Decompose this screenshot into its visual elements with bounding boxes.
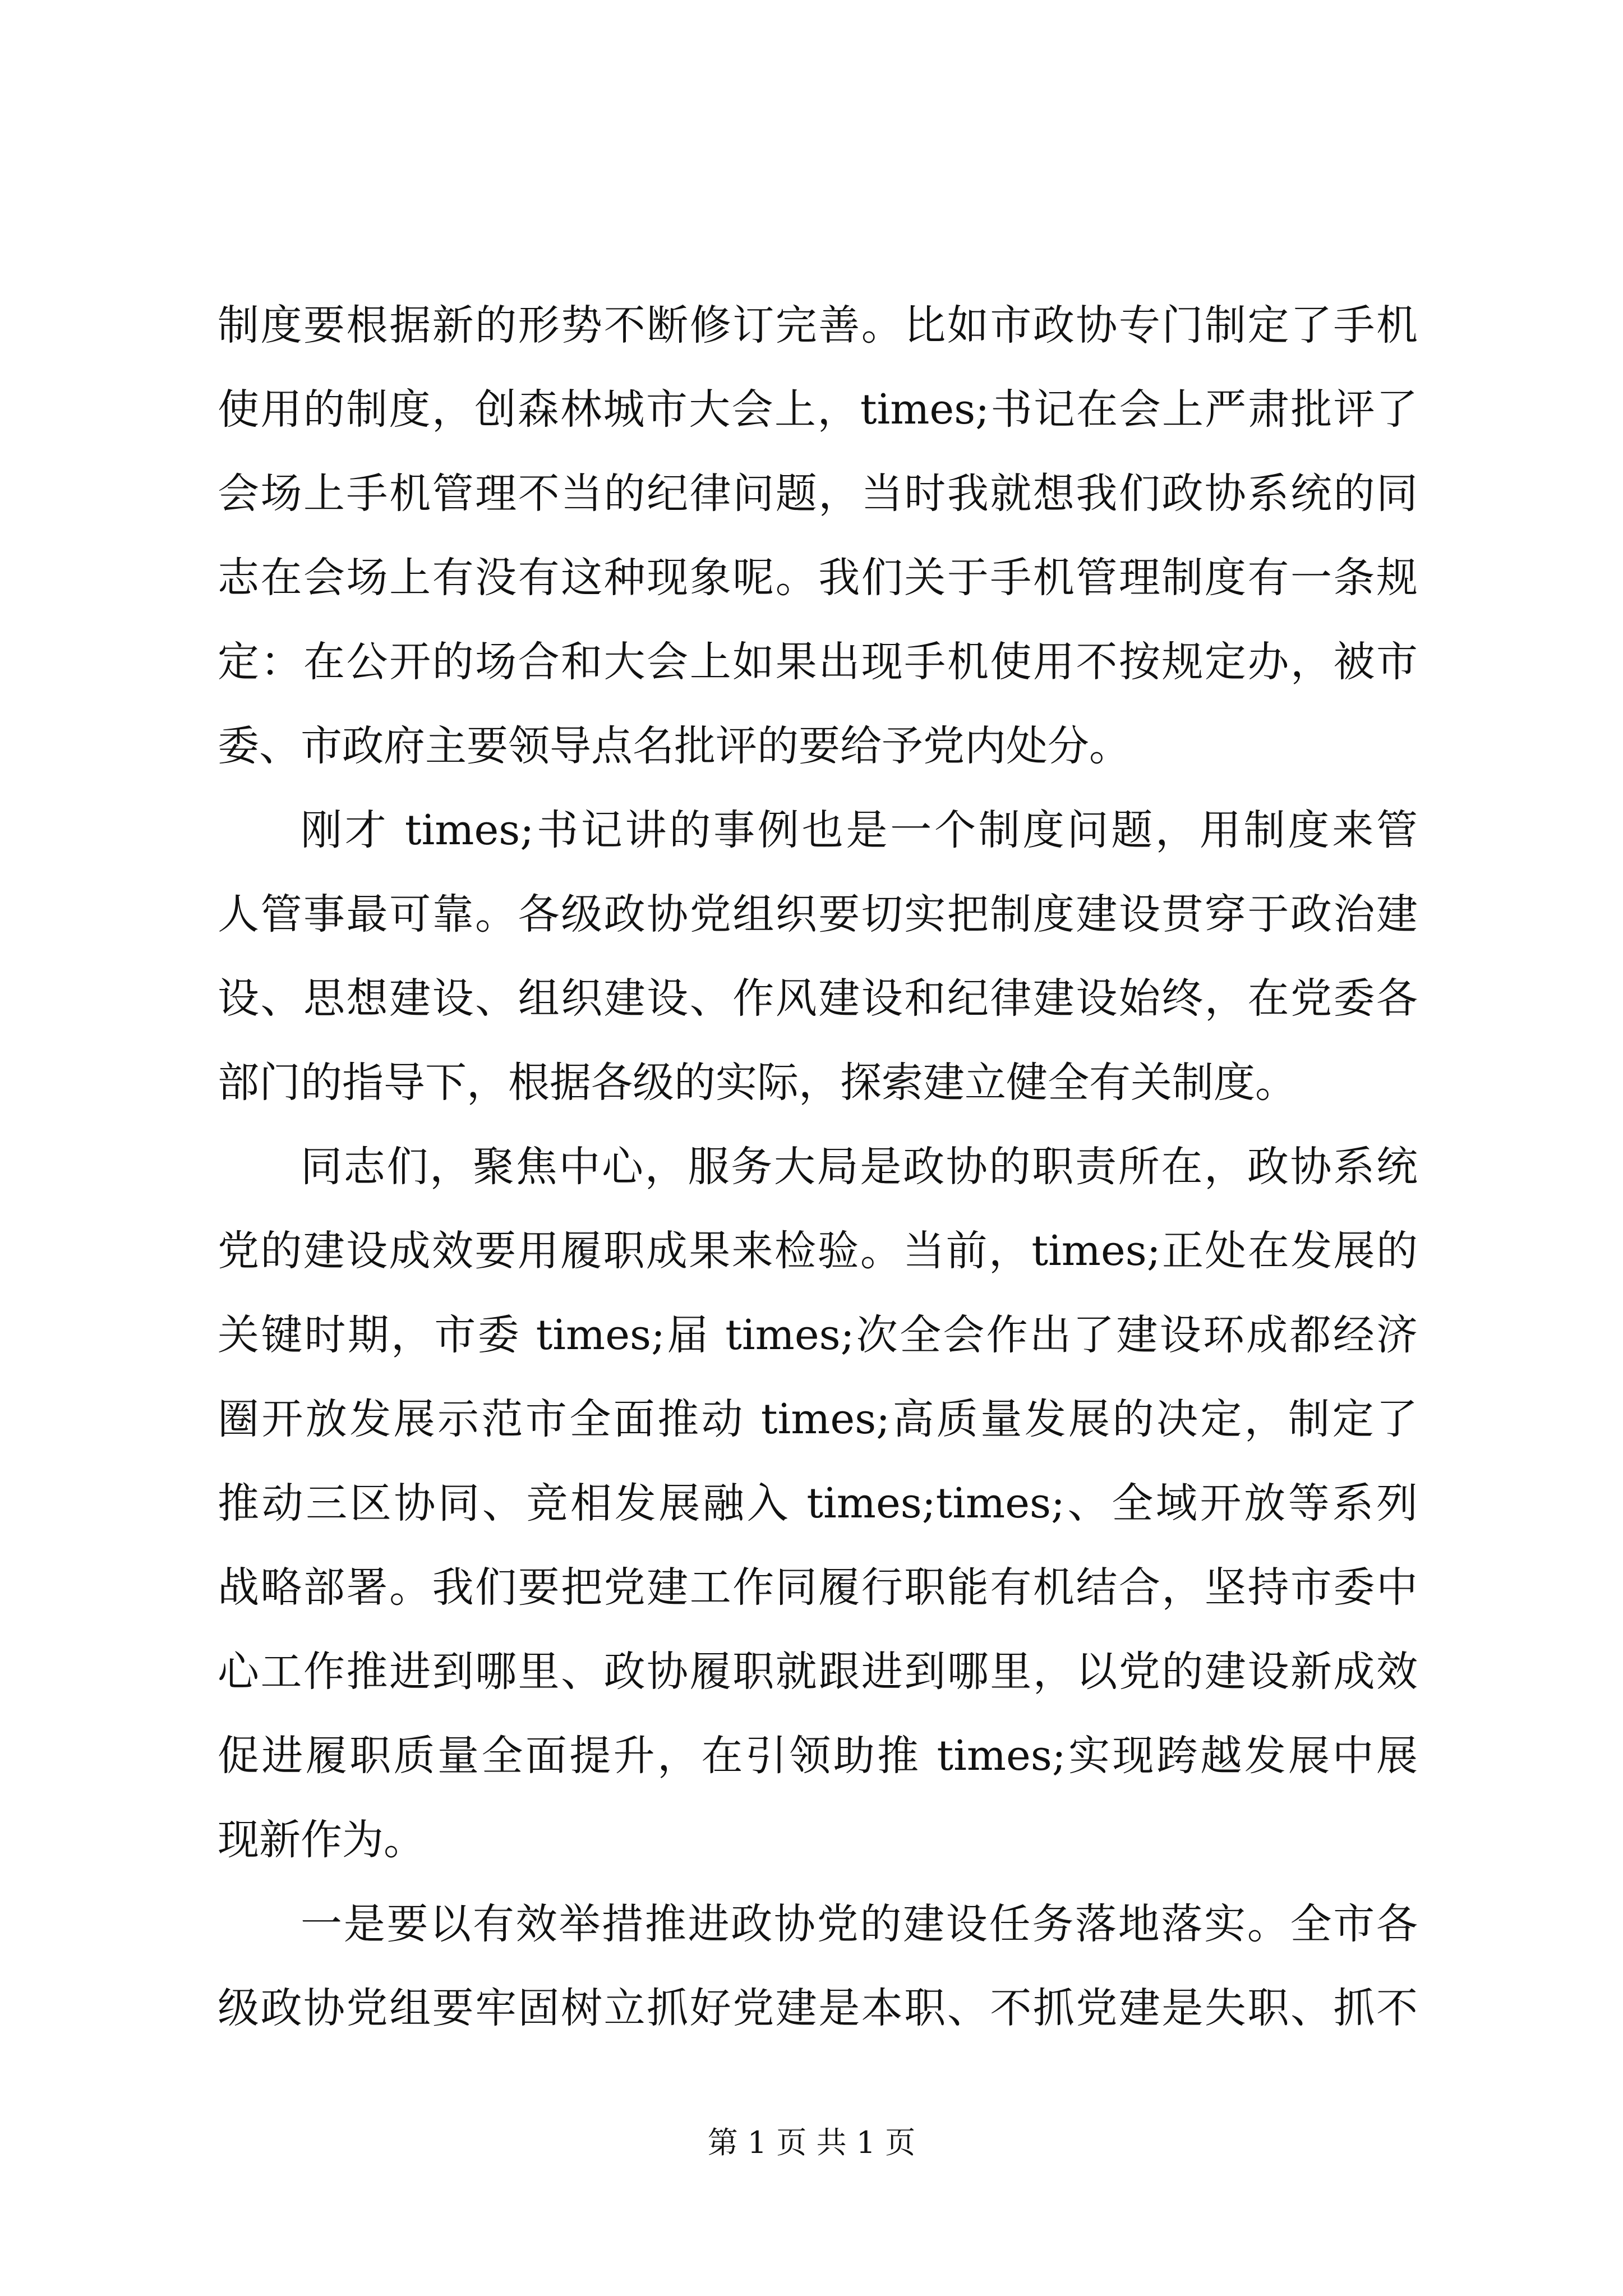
- text-line: 定：在公开的场合和大会上如果出现手机使用不按规定办，被市: [218, 638, 1418, 686]
- text-line: 人管事最可靠。各级政协党组织要切实把制度建设贯穿于政治建: [218, 890, 1418, 938]
- text-line: 刚才 times;书记讲的事例也是一个制度问题，用制度来管: [301, 806, 1418, 854]
- text-line: 现新作为。: [218, 1816, 425, 1864]
- text-line: 设、思想建设、组织建设、作风建设和纪律建设始终，在党委各: [218, 974, 1418, 1023]
- text-line: 促进履职质量全面提升，在引领助推 times;实现跨越发展中展: [218, 1732, 1418, 1780]
- page-number-footer: 第 1 页 共 1 页: [707, 2125, 916, 2160]
- text-line: 推动三区协同、竞相发展融入 times;times;、全域开放等系列: [218, 1479, 1418, 1527]
- text-line: 使用的制度，创森林城市大会上，times;书记在会上严肃批评了: [218, 385, 1418, 434]
- text-line: 战略部署。我们要把党建工作同履行职能有机结合，坚持市委中: [218, 1563, 1418, 1612]
- text-line: 党的建设成效要用履职成果来检验。当前，times;正处在发展的: [218, 1227, 1418, 1275]
- text-line: 志在会场上有没有这种现象呢。我们关于手机管理制度有一条规: [218, 554, 1418, 602]
- text-line: 同志们，聚焦中心，服务大局是政协的职责所在，政协系统: [301, 1143, 1418, 1191]
- text-line: 级政协党组要牢固树立抓好党建是本职、不抓党建是失职、抓不: [218, 1984, 1418, 2032]
- text-line: 关键时期，市委 times;届 times;次全会作出了建设环成都经济: [218, 1311, 1418, 1359]
- text-line: 会场上手机管理不当的纪律问题，当时我就想我们政协系统的同: [218, 470, 1418, 518]
- text-line: 圈开放发展示范市全面推动 times;高质量发展的决定，制定了: [218, 1395, 1418, 1443]
- text-line: 部门的指导下，根据各级的实际，探索建立健全有关制度。: [218, 1059, 1297, 1107]
- text-line: 制度要根据新的形势不断修订完善。比如市政协专门制定了手机: [218, 301, 1418, 349]
- text-line: 委、市政府主要领导点名批评的要给予党内处分。: [218, 722, 1131, 770]
- text-line: 心工作推进到哪里、政协履职就跟进到哪里，以党的建设新成效: [218, 1648, 1418, 1696]
- text-line: 一是要以有效举措推进政协党的建设任务落地落实。全市各: [301, 1900, 1418, 1948]
